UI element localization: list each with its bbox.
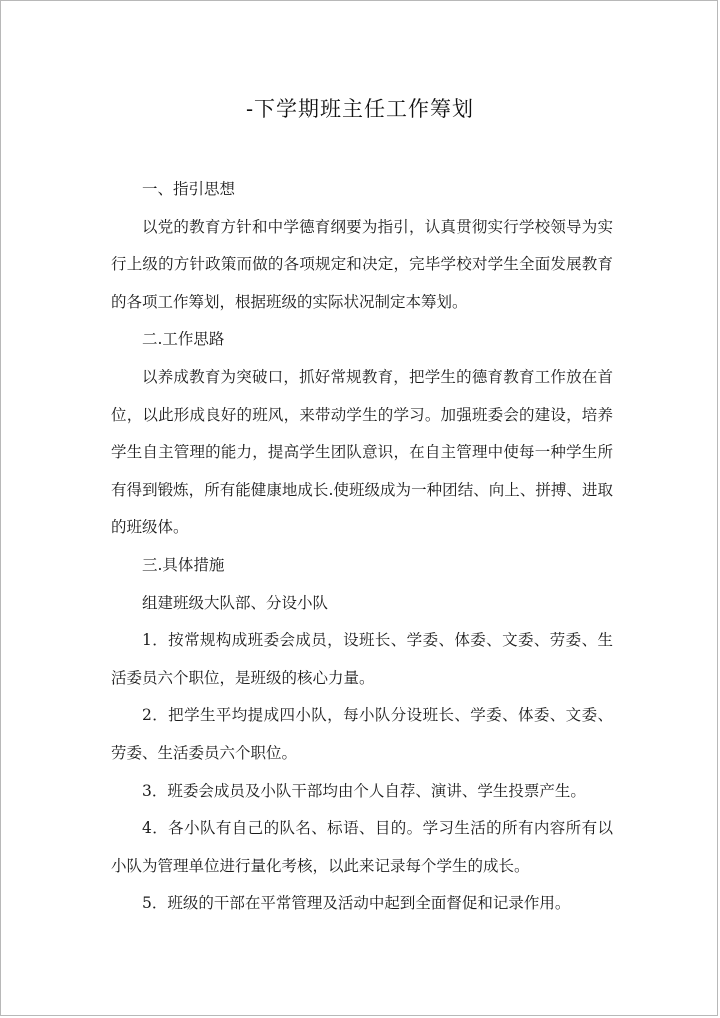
paragraph-work-approach: 以养成教育为突破口，抓好常规教育，把学生的德育教育工作放在首位，以此形成良好的班风，来带动学生的学习。加强班委会的建设，培养学生自主管理的能力，提高学生团队意识，在自主管理中使每一种学生所有得到锻炼，所有能健康地成长.使班级成为一种团结、向上、拼搏、进取的班级体。 [111,367,613,537]
paragraph-guiding-thought: 以党的教育方针和中学德育纲要为指引，认真贯彻实行学校领导为实行上级的方针政策而做的各项规定和决定，完毕学校对学生全面发展教育的各项工作筹划，根据班级的实际状况制定本筹划。 [111,217,613,311]
subheading-organize-class: 组建班级大队部、分设小队 [142,593,329,612]
section-heading-specific-measures: 三.具体措施 [142,555,225,574]
list-item-5: 5．班级的干部在平常管理及活动中起到全面督促和记录作用。 [142,894,571,913]
list-item-3: 3．班委会成员及小队干部均由个人自荐、演讲、学生投票产生。 [142,781,586,800]
list-item-1: 1．按常规构成班委会成员，设班长、学委、体委、文委、劳委、生活委员六个职位，是班级的核心力量。 [111,631,613,687]
list-item-4: 4．各小队有自己的队名、标语、目的。学习生活的所有内容所有以小队为管理单位进行量化考核，以此来记录每个学生的成长。 [111,819,613,875]
list-item-2: 2．把学生平均提成四小队，每小队分设班长、学委、体委、文委、劳委、生活委员六个职位。 [111,706,613,762]
section-heading-guiding-thought: 一、指引思想 [142,180,236,198]
document-body [111,171,613,923]
document-title: -下学期班主任工作筹划 [245,97,475,121]
section-heading-work-approach: 二.工作思路 [142,330,225,349]
